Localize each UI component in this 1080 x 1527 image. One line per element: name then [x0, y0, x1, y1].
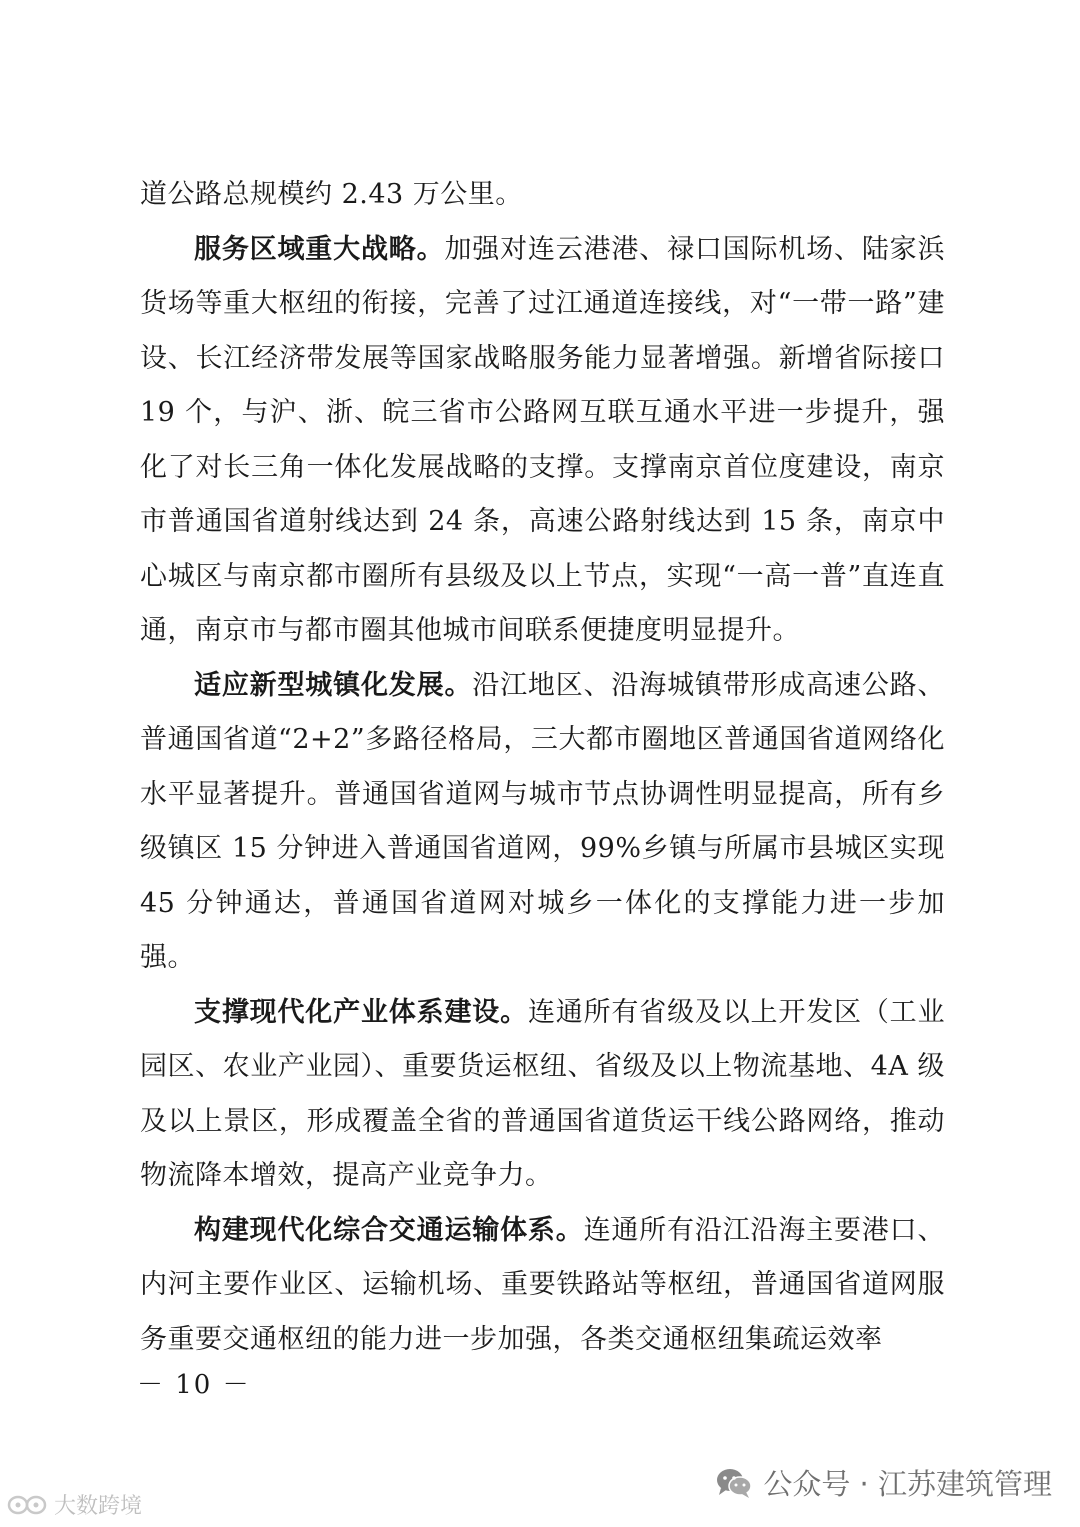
- paragraph-continuation: [140, 168, 945, 223]
- paragraph-heading: 支撑现代化产业体系建设。: [194, 996, 528, 1028]
- paragraph-heading: 服务区域重大战略。: [194, 233, 445, 265]
- paragraph-heading: 构建现代化综合交通运输体系。: [194, 1214, 584, 1246]
- paragraph-body: 沿江地区、沿海城镇带形成高速公路、普通国省道“2+2”多路径格局，三大都市圈地区普通国省道网络化水平显著提升。普通国省道网与城市节点协调性明显提高，所有乡级镇区 15 分钟进入普通国省道网，99%乡镇与所属市县城区实现 45 分钟通达，普通国省道网对城乡一体化的支撑能力进一步加强。: [140, 669, 946, 973]
- wechat-account-label: [715, 1462, 1052, 1503]
- paragraph-regional-strategy: [140, 223, 945, 659]
- paragraph-industry-system: [140, 986, 945, 1204]
- wechat-icon: [715, 1466, 753, 1500]
- paragraph-transport-system: [140, 1204, 945, 1368]
- account-name: 公众号 · 江苏建筑管理: [763, 1467, 1052, 1501]
- paragraph-body: 加强对连云港港、禄口国际机场、陆家浜货场等重大枢纽的衔接，完善了过江通道连接线，对“一带一路”建设、长江经济带发展等国家战略服务能力显著增强。新增省际接口 19 个，与沪、浙、皖三省市公路网互联互通水平进一步提升，强化了对长三角一体化发展战略的支撑。支撑南京首位度建设，南京市普通国省道射线达到 24 条，高速公路射线达到 15 条，南京中心城区与南京都市圈所有县级及以上节点，实现“一高一普”直连直通，南京市与都市圈其他城市间联系便捷度明显提升。: [140, 233, 946, 646]
- paragraph-body: 道公路总规模约 2.43 万公里。: [140, 179, 523, 210]
- paragraph-body: 连通所有沿江沿海主要港口、内河主要作业区、运输机场、重要铁路站等枢纽，普通国省道网服务重要交通枢纽的能力进一步加强，各类交通枢纽集疏运效率: [140, 1214, 946, 1355]
- watermark-left: [6, 1489, 142, 1520]
- watermark-text: 大数跨境: [54, 1494, 143, 1519]
- paragraph-urbanization: [140, 659, 945, 986]
- page-number: － 10 －: [137, 1370, 251, 1400]
- paragraph-heading: 适应新型城镇化发展。: [194, 669, 473, 701]
- dashuo-logo-icon: [6, 1493, 50, 1517]
- body-text: [140, 168, 945, 1367]
- paragraph-body: 连通所有省级及以上开发区（工业园区、农业产业园）、重要货运枢纽、省级及以上物流基地、4A 级及以上景区，形成覆盖全省的普通国省道货运干线公路网络，推动物流降本增效，提高产业竞争力。: [140, 996, 946, 1191]
